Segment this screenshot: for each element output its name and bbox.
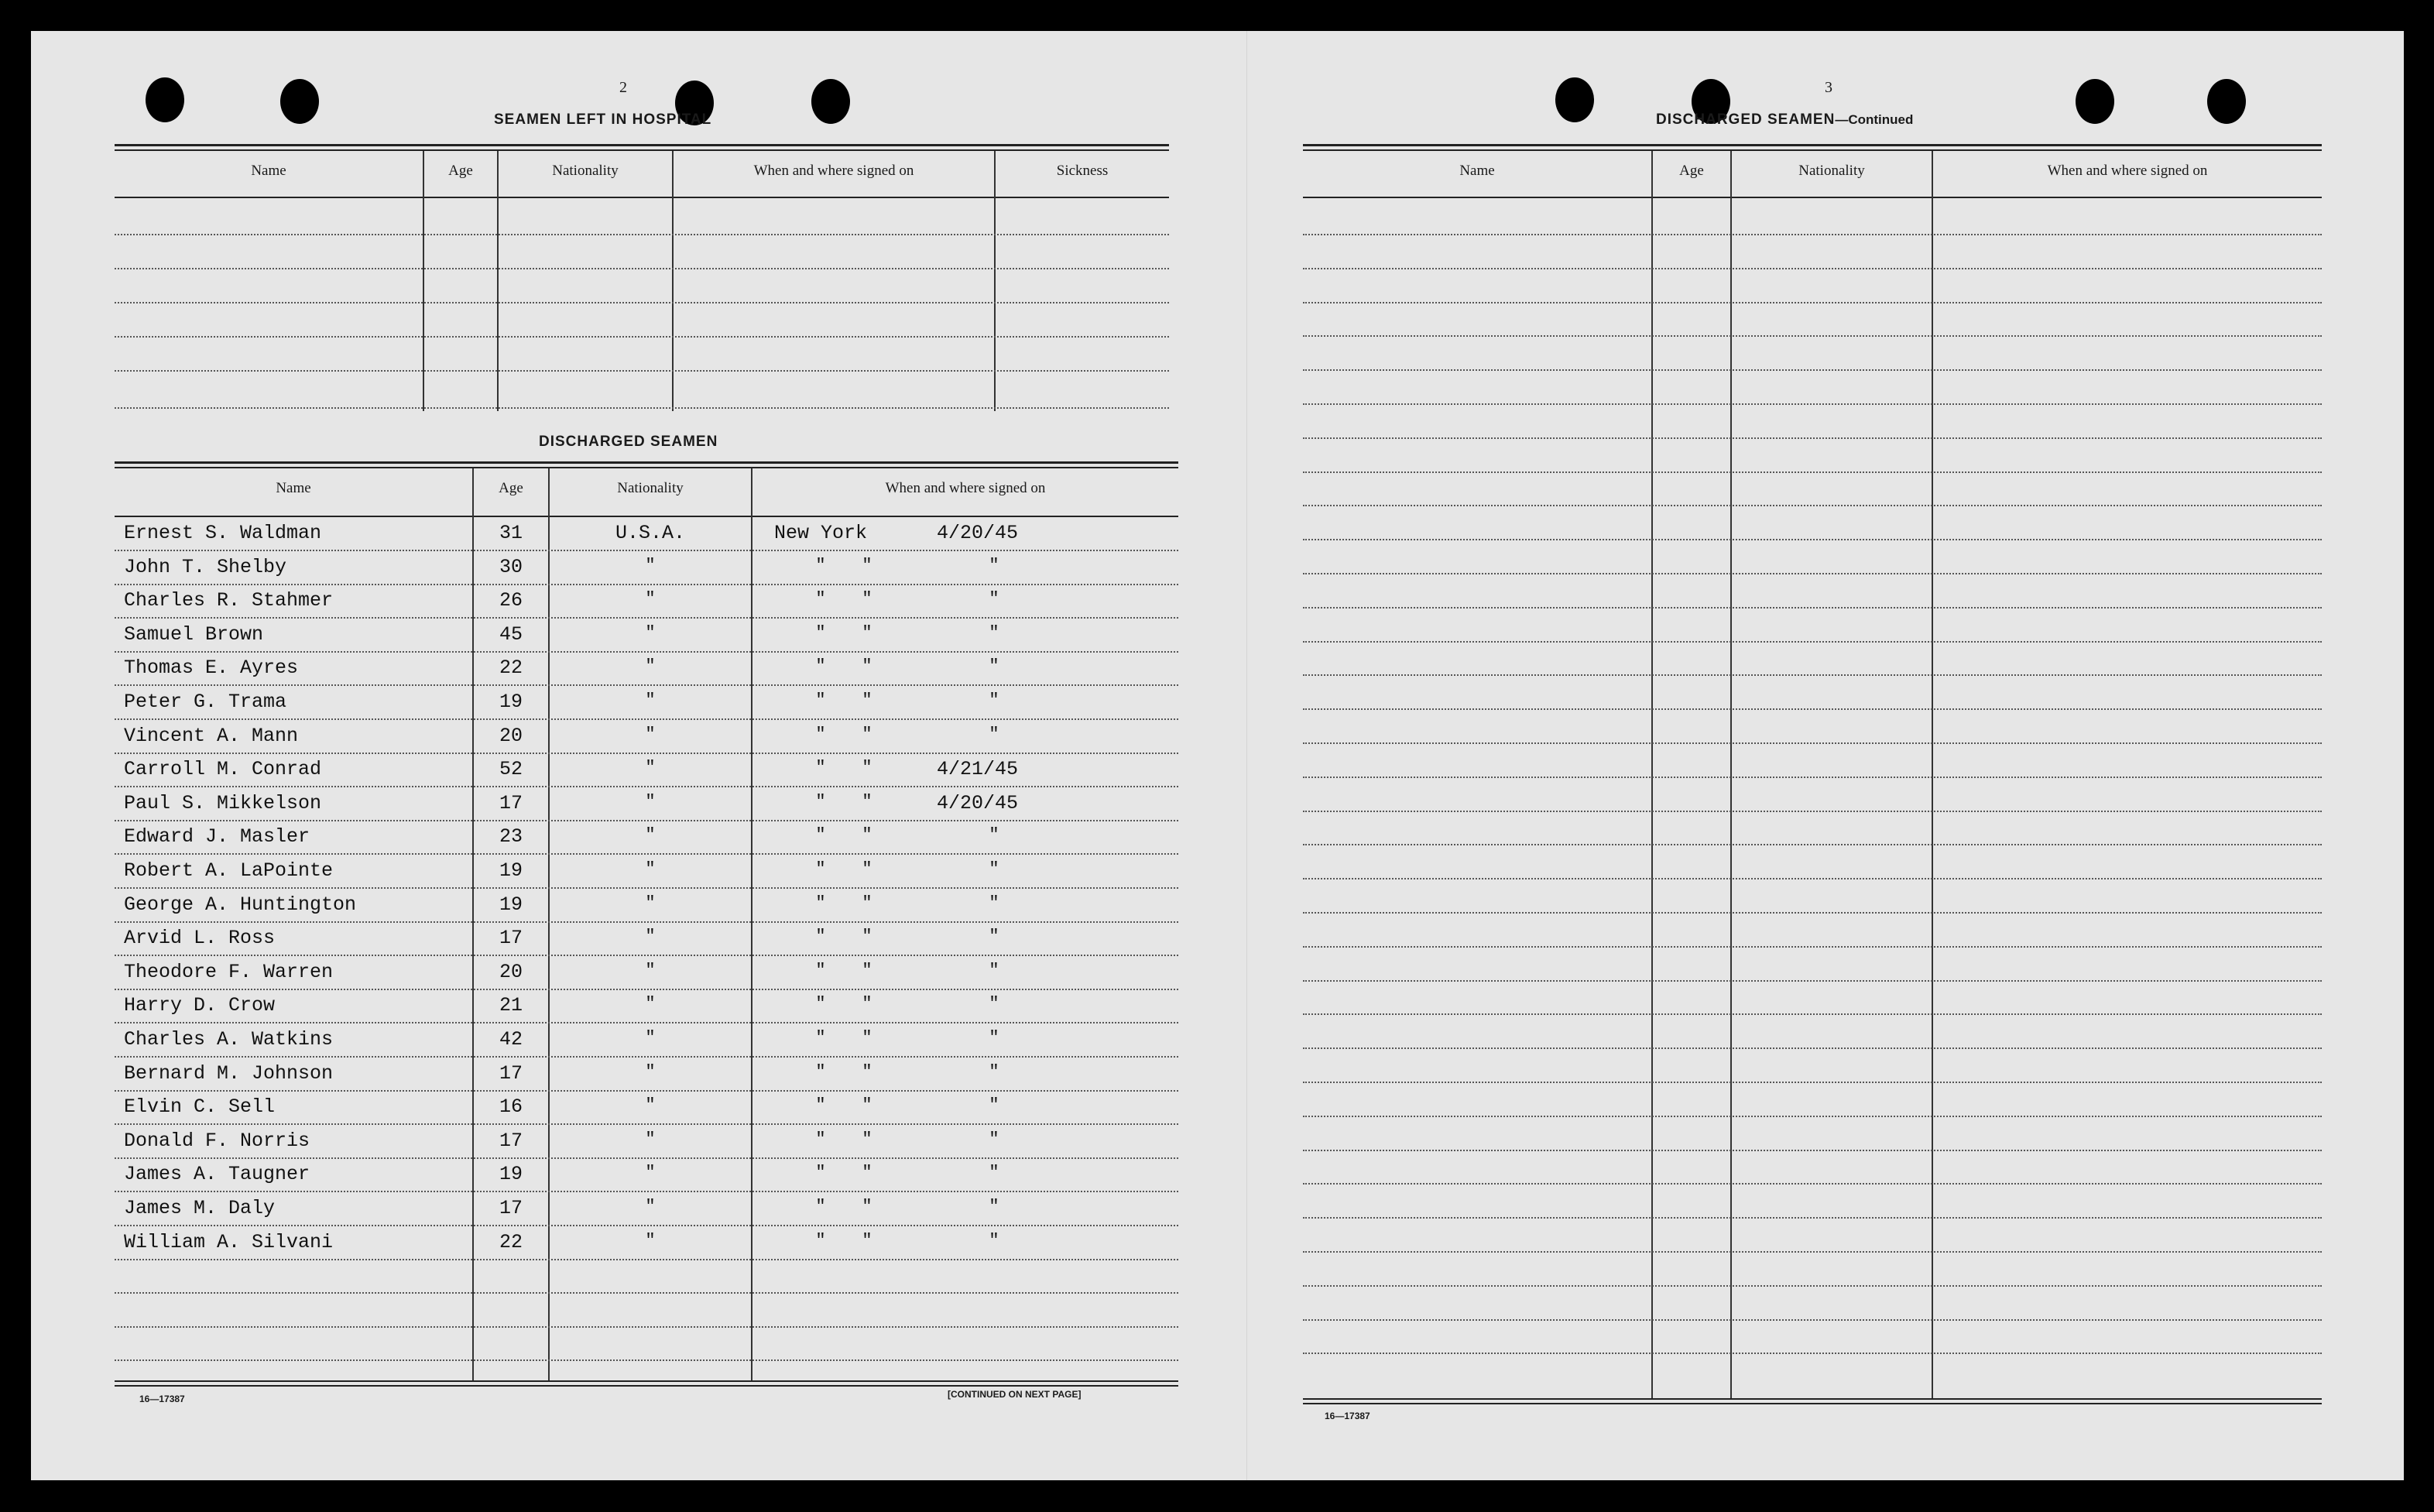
ditto-mark: " [862, 927, 872, 946]
right-header-nationality: Nationality [1798, 163, 1865, 179]
seaman-name: Donald F. Norris [124, 1130, 310, 1152]
punch-hole [2207, 79, 2246, 124]
seaman-age: 22 [499, 1231, 523, 1253]
ditto-mark: " [862, 1130, 872, 1149]
ditto-mark: " [815, 725, 826, 744]
ditto-mark: " [862, 994, 872, 1013]
ditto-mark: " [989, 1231, 999, 1250]
seaman-nationality: " [645, 927, 656, 946]
seaman-name: Carroll M. Conrad [124, 758, 322, 780]
ditto-mark: " [815, 657, 826, 676]
ditto-mark: " [815, 691, 826, 710]
seaman-name: Theodore F. Warren [124, 961, 334, 983]
ditto-mark: " [989, 1163, 999, 1182]
seaman-name: Robert A. LaPointe [124, 859, 334, 882]
seaman-age: 17 [499, 1130, 523, 1152]
page-number: 3 [1825, 79, 1832, 96]
discharged-header-name: Name [276, 480, 311, 496]
right-section-title: DISCHARGED SEAMEN—Continued [1656, 111, 1914, 128]
ditto-mark: " [815, 1062, 826, 1082]
ditto-mark: " [862, 961, 872, 980]
ditto-mark: " [989, 1095, 999, 1115]
right-header-age: Age [1679, 163, 1704, 179]
discharged-header-signed-on: When and where signed on [885, 480, 1046, 496]
seaman-nationality: " [645, 1095, 656, 1115]
ditto-mark: " [862, 1197, 872, 1216]
ditto-mark: " [862, 1062, 872, 1082]
ditto-mark: " [989, 859, 999, 879]
ditto-mark: " [862, 1095, 872, 1115]
seaman-name: Bernard M. Johnson [124, 1062, 334, 1085]
right-header-signed-on: When and where signed on [2047, 163, 2208, 179]
ditto-mark: " [862, 691, 872, 710]
seaman-nationality: U.S.A. [615, 522, 685, 544]
seaman-name: Charles R. Stahmer [124, 589, 334, 612]
seaman-nationality: " [645, 725, 656, 744]
ditto-mark: " [815, 758, 826, 777]
seaman-nationality: " [645, 758, 656, 777]
seaman-nationality: " [645, 1163, 656, 1182]
seaman-name: Thomas E. Ayres [124, 657, 299, 679]
seaman-nationality: " [645, 825, 656, 845]
ditto-mark: " [815, 1231, 826, 1250]
seaman-age: 17 [499, 927, 523, 949]
discharged-header-nationality: Nationality [617, 480, 684, 496]
seaman-age: 42 [499, 1028, 523, 1051]
seaman-age: 19 [499, 859, 523, 882]
ditto-mark: " [815, 623, 826, 643]
seaman-nationality: " [645, 859, 656, 879]
seaman-age: 17 [499, 1062, 523, 1085]
seaman-age: 19 [499, 1163, 523, 1185]
ditto-mark: " [989, 725, 999, 744]
seaman-name: Paul S. Mikkelson [124, 792, 322, 814]
seaman-age: 21 [499, 994, 523, 1017]
ditto-mark: " [989, 589, 999, 609]
punch-hole [1555, 77, 1594, 122]
punch-hole [146, 77, 184, 122]
seaman-nationality: " [645, 994, 656, 1013]
punch-hole [280, 79, 319, 124]
seaman-nationality: " [645, 792, 656, 811]
ditto-mark: " [989, 623, 999, 643]
hospital-header-age: Age [448, 163, 473, 179]
seaman-age: 26 [499, 589, 523, 612]
ditto-mark: " [862, 589, 872, 609]
seaman-nationality: " [645, 1197, 656, 1216]
seaman-age: 31 [499, 522, 523, 544]
signed-on-date: 4/21/45 [937, 758, 1019, 780]
seaman-nationality: " [645, 657, 656, 676]
ditto-mark: " [815, 1095, 826, 1115]
ditto-mark: " [989, 961, 999, 980]
hospital-header-signed-on: When and where signed on [753, 163, 914, 179]
page-number: 2 [619, 79, 627, 96]
seaman-name: Arvid L. Ross [124, 927, 276, 949]
seaman-name: Peter G. Trama [124, 691, 287, 713]
ditto-mark: " [815, 994, 826, 1013]
seaman-age: 30 [499, 556, 523, 578]
seaman-nationality: " [645, 623, 656, 643]
seaman-age: 17 [499, 792, 523, 814]
ditto-mark: " [989, 691, 999, 710]
ditto-mark: " [862, 758, 872, 777]
ditto-mark: " [989, 825, 999, 845]
ditto-mark: " [989, 927, 999, 946]
seaman-name: Vincent A. Mann [124, 725, 299, 747]
hospital-header-nationality: Nationality [552, 163, 619, 179]
seaman-name: Charles A. Watkins [124, 1028, 334, 1051]
ditto-mark: " [815, 556, 826, 575]
seaman-age: 19 [499, 893, 523, 916]
seaman-nationality: " [645, 1130, 656, 1149]
seaman-name: Harry D. Crow [124, 994, 276, 1017]
seaman-name: John T. Shelby [124, 556, 287, 578]
seaman-nationality: " [645, 961, 656, 980]
ditto-mark: " [862, 1231, 872, 1250]
seaman-nationality: " [645, 1028, 656, 1047]
seaman-name: James A. Taugner [124, 1163, 310, 1185]
seaman-nationality: " [645, 691, 656, 710]
left-page [31, 31, 1246, 1480]
signed-on-date: 4/20/45 [937, 522, 1019, 544]
seaman-nationality: " [645, 1062, 656, 1082]
seaman-age: 20 [499, 725, 523, 747]
ditto-mark: " [862, 859, 872, 879]
ditto-mark: " [862, 623, 872, 643]
ditto-mark: " [862, 1028, 872, 1047]
seaman-name: Edward J. Masler [124, 825, 310, 848]
ditto-mark: " [862, 725, 872, 744]
seaman-name: Samuel Brown [124, 623, 264, 646]
continued-note: [CONTINUED ON NEXT PAGE] [948, 1389, 1082, 1400]
ditto-mark: " [989, 1028, 999, 1047]
discharged-header-age: Age [499, 480, 523, 496]
seaman-nationality: " [645, 556, 656, 575]
ditto-mark: " [815, 1163, 826, 1182]
ditto-mark: " [862, 1163, 872, 1182]
discharged-section-title: DISCHARGED SEAMEN [539, 434, 718, 450]
seaman-age: 22 [499, 657, 523, 679]
seaman-nationality: " [645, 589, 656, 609]
seaman-nationality: " [645, 1231, 656, 1250]
ditto-mark: " [989, 657, 999, 676]
ditto-mark: " [815, 1028, 826, 1047]
seaman-age: 23 [499, 825, 523, 848]
ditto-mark: " [989, 1130, 999, 1149]
hospital-header-name: Name [251, 163, 286, 179]
ditto-mark: " [815, 893, 826, 913]
seaman-name: George A. Huntington [124, 893, 357, 916]
hospital-section-title: SEAMEN LEFT IN HOSPITAL [494, 111, 712, 128]
seaman-age: 16 [499, 1095, 523, 1118]
ditto-mark: " [815, 961, 826, 980]
seaman-name: Ernest S. Waldman [124, 522, 322, 544]
ditto-mark: " [815, 825, 826, 845]
ditto-mark: " [862, 657, 872, 676]
punch-hole [2076, 79, 2114, 124]
ditto-mark: " [862, 825, 872, 845]
seaman-nationality: " [645, 893, 656, 913]
right-header-name: Name [1459, 163, 1495, 179]
ditto-mark: " [862, 792, 872, 811]
seaman-name: William A. Silvani [124, 1231, 334, 1253]
form-number: 16—17387 [1325, 1411, 1370, 1421]
ditto-mark: " [815, 927, 826, 946]
hospital-header-sickness: Sickness [1056, 163, 1109, 179]
signed-on-place: New York [774, 522, 868, 544]
right-page [1246, 31, 2404, 1480]
ditto-mark: " [989, 1062, 999, 1082]
ditto-mark: " [815, 859, 826, 879]
seaman-name: James M. Daly [124, 1197, 276, 1219]
ditto-mark: " [989, 556, 999, 575]
seaman-age: 45 [499, 623, 523, 646]
signed-on-date: 4/20/45 [937, 792, 1019, 814]
ditto-mark: " [989, 893, 999, 913]
seaman-age: 17 [499, 1197, 523, 1219]
seaman-name: Elvin C. Sell [124, 1095, 276, 1118]
ditto-mark: " [815, 1197, 826, 1216]
ditto-mark: " [989, 1197, 999, 1216]
seaman-age: 52 [499, 758, 523, 780]
ditto-mark: " [815, 589, 826, 609]
ditto-mark: " [862, 556, 872, 575]
seaman-age: 20 [499, 961, 523, 983]
ditto-mark: " [815, 792, 826, 811]
ditto-mark: " [862, 893, 872, 913]
title-continued: —Continued [1835, 112, 1914, 127]
form-number: 16—17387 [139, 1394, 185, 1404]
ditto-mark: " [815, 1130, 826, 1149]
seaman-age: 19 [499, 691, 523, 713]
ditto-mark: " [989, 994, 999, 1013]
punch-hole [811, 79, 850, 124]
